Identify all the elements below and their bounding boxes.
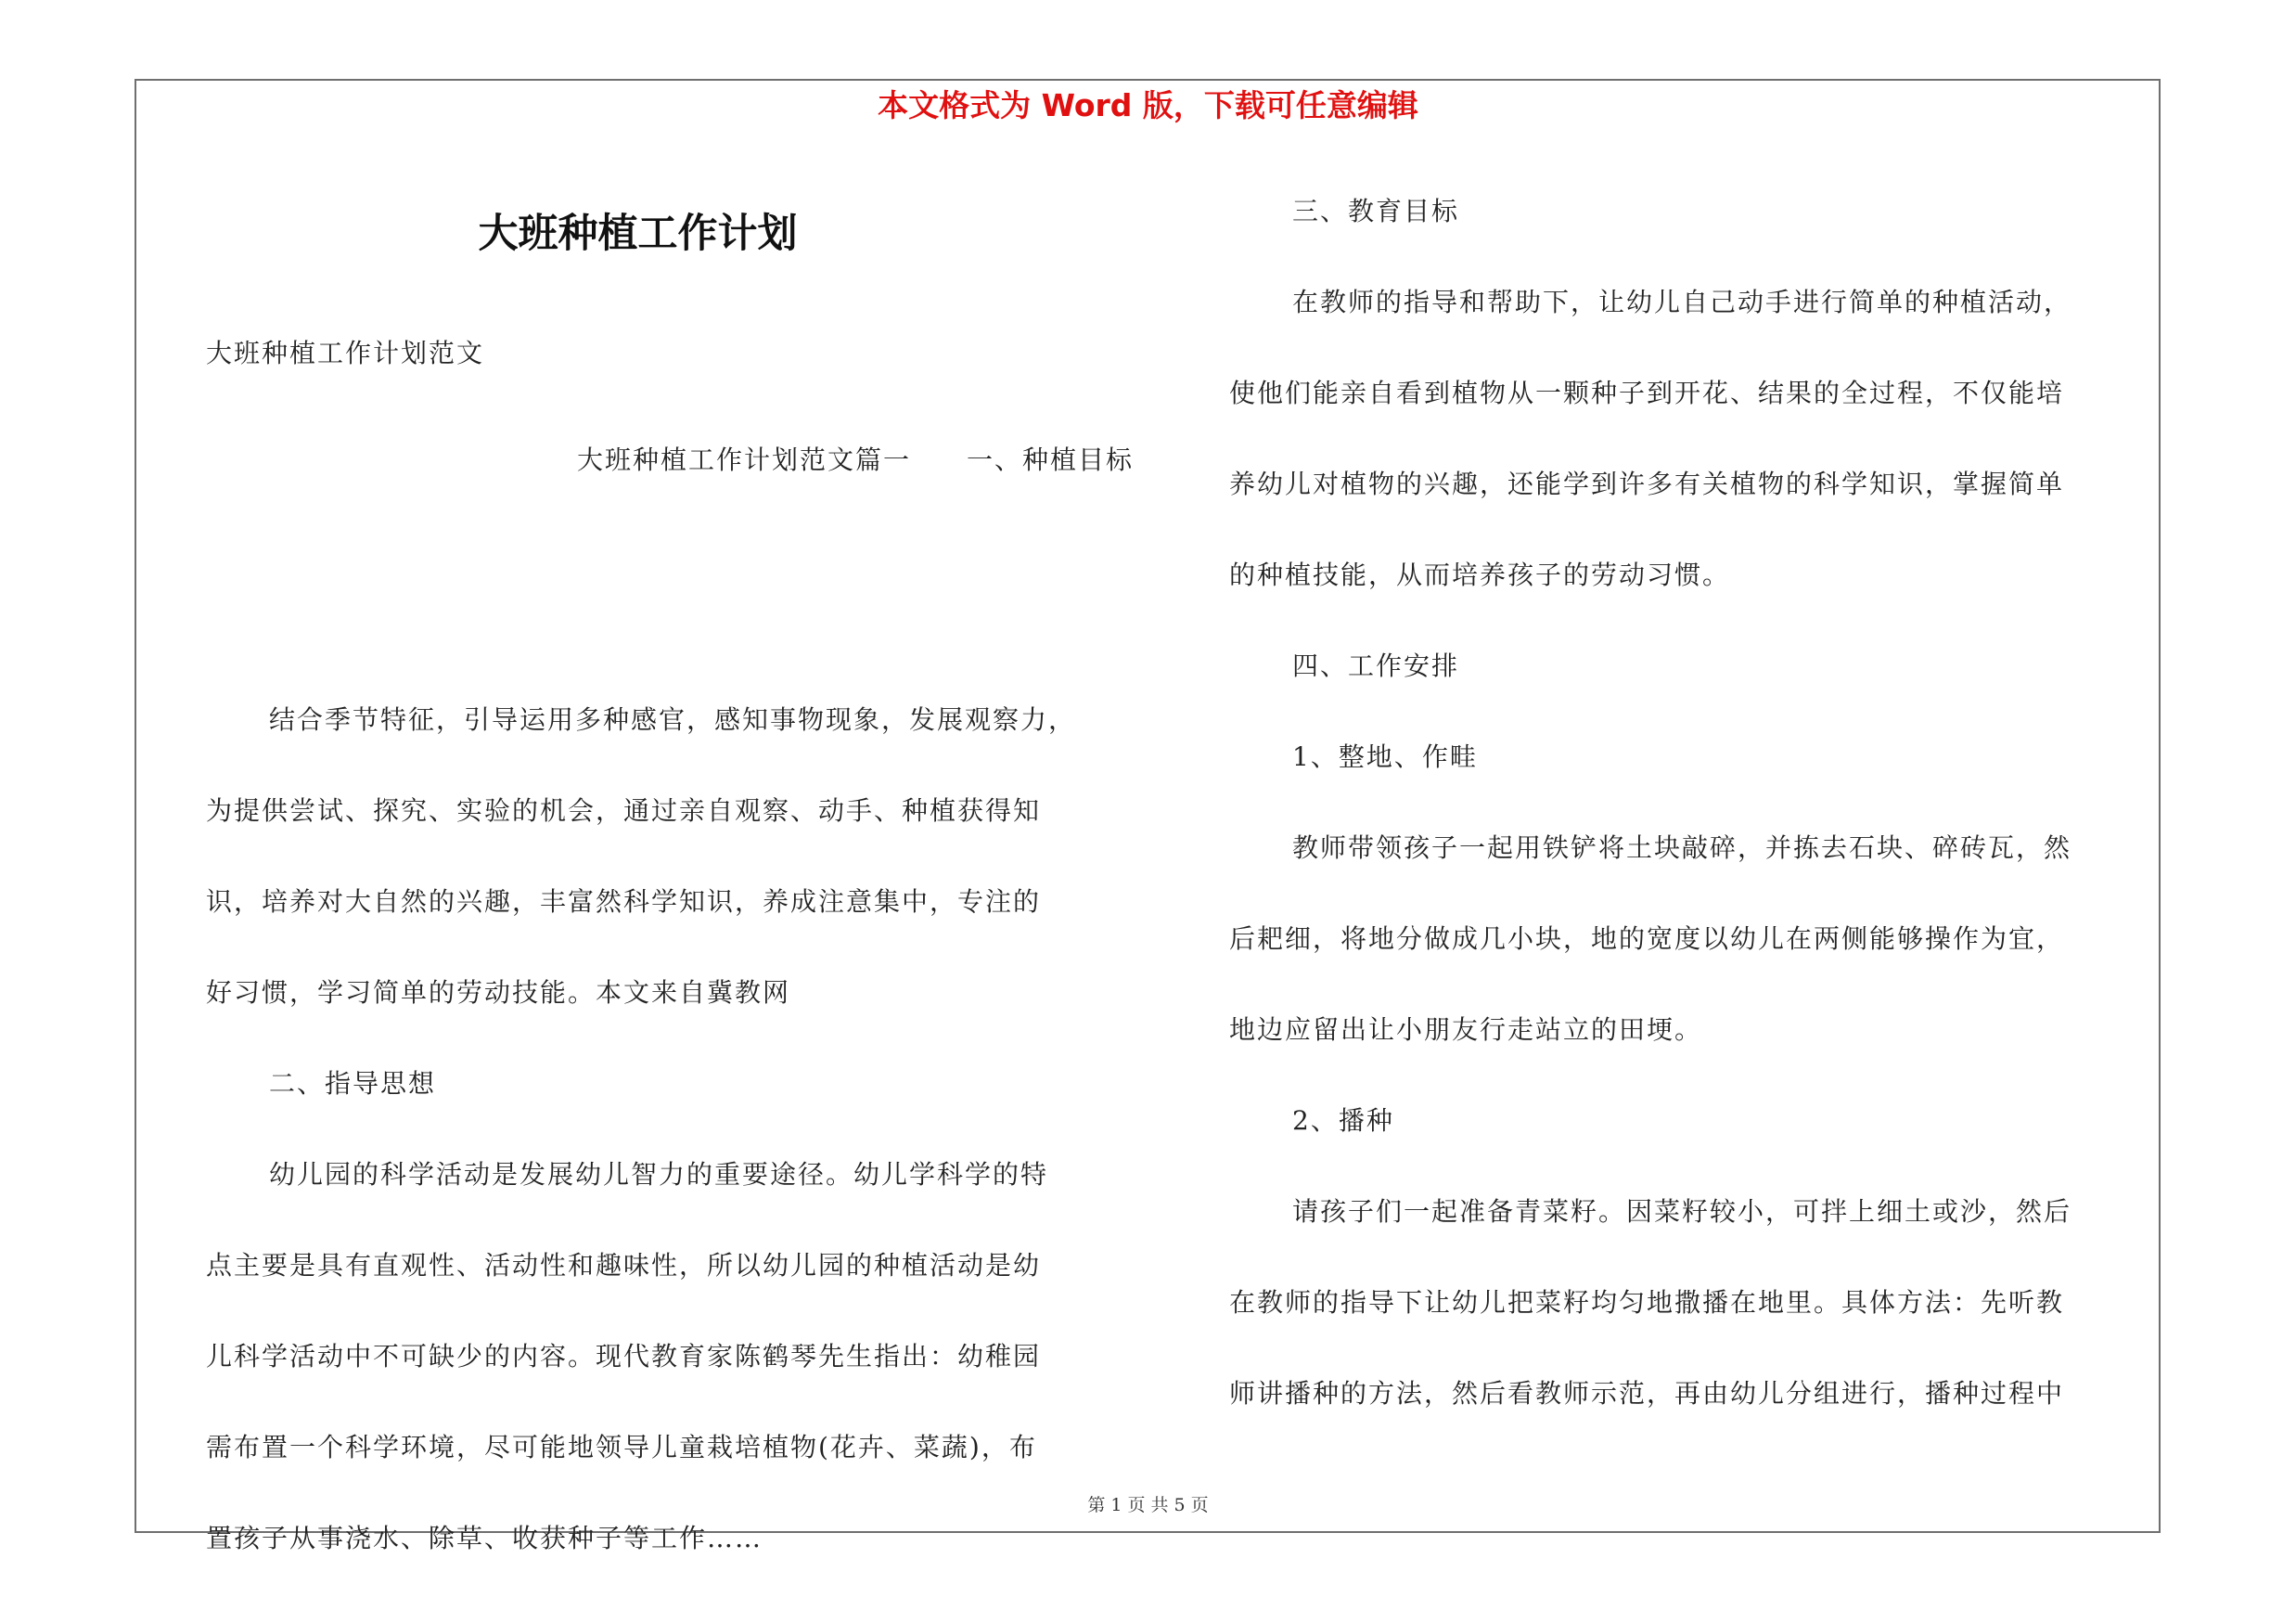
- paragraph-line: 教师带领孩子一起用铁铲将土块敲碎，并拣去石块、碎砖瓦，然: [1292, 832, 2072, 863]
- paragraph-line: 幼儿园的科学活动是发展幼儿智力的重要途径。幼儿学科学的特: [269, 1159, 1049, 1190]
- paragraph-line: 为提供尝试、探究、实验的机会，通过亲自观察、动手、种植获得知: [206, 795, 1042, 826]
- section-heading: 大班种植工作计划范文篇一 一、种植目标: [576, 444, 1134, 475]
- paragraph-line: 在教师的指导和帮助下，让幼儿自己动手进行简单的种植活动，: [1292, 287, 2072, 317]
- paragraph-line: 师讲播种的方法，然后看教师示范，再由幼儿分组进行，播种过程中: [1229, 1378, 2065, 1409]
- paragraph-line: 结合季节特征，引导运用多种感官，感知事物现象，发展观察力，: [269, 704, 1077, 735]
- paragraph-line: 后耙细，将地分做成几小块，地的宽度以幼儿在两侧能够操作为宜，: [1229, 923, 2065, 954]
- paragraph-line: 请孩子们一起准备青菜籽。因菜籽较小，可拌上细土或沙，然后: [1292, 1196, 2072, 1227]
- section-heading-arrangement: 四、工作安排: [1292, 650, 1460, 681]
- left-column: [206, 329, 1134, 1605]
- subheading-sowing: 2、播种: [1292, 1105, 1394, 1136]
- subtitle: 大班种植工作计划范文: [206, 338, 485, 368]
- paragraph-line: 养幼儿对植物的兴趣，还能学到许多有关植物的科学知识，掌握简单: [1229, 469, 2065, 499]
- section-heading-goals: 三、教育目标: [1292, 196, 1460, 226]
- right-column: [1229, 187, 2157, 1461]
- subheading-ground: 1、整地、作畦: [1292, 741, 1478, 772]
- paragraph-line: 使他们能亲自看到植物从一颗种子到开花、结果的全过程，不仅能培: [1229, 378, 2065, 408]
- paragraph-line: 识，培养对大自然的兴趣，丰富然科学知识，养成注意集中，专注的: [206, 886, 1042, 917]
- paragraph-line: 点主要是具有直观性、活动性和趣味性，所以幼儿园的种植活动是幼: [206, 1250, 1042, 1281]
- format-notice-banner: 本文格式为 Word 版，下载可任意编辑: [878, 87, 1418, 123]
- paragraph-line: 儿科学活动中不可缺少的内容。现代教育家陈鹤琴先生指出：幼稚园: [206, 1341, 1042, 1372]
- page-number: 第 1 页 共 5 页: [1087, 1495, 1209, 1515]
- paragraph-line: 地边应留出让小朋友行走站立的田埂。: [1229, 1014, 1703, 1045]
- document-title: 大班种植工作计划: [478, 211, 798, 257]
- paragraph-line: 在教师的指导下让幼儿把菜籽均匀地撒播在地里。具体方法：先听教: [1229, 1287, 2065, 1318]
- paragraph-line: 需布置一个科学环境，尽可能地领导儿童栽培植物(花卉、菜蔬)，布: [206, 1432, 1037, 1462]
- paragraph-line: 好习惯，学习简单的劳动技能。本文来自冀教网: [206, 977, 791, 1008]
- section-heading-guiding: 二、指导思想: [269, 1068, 437, 1099]
- paragraph-line: 的种植技能，从而培养孩子的劳动习惯。: [1229, 560, 1731, 590]
- paragraph-line: 置孩子从事浇水、除草、收获种子等工作……: [206, 1523, 763, 1553]
